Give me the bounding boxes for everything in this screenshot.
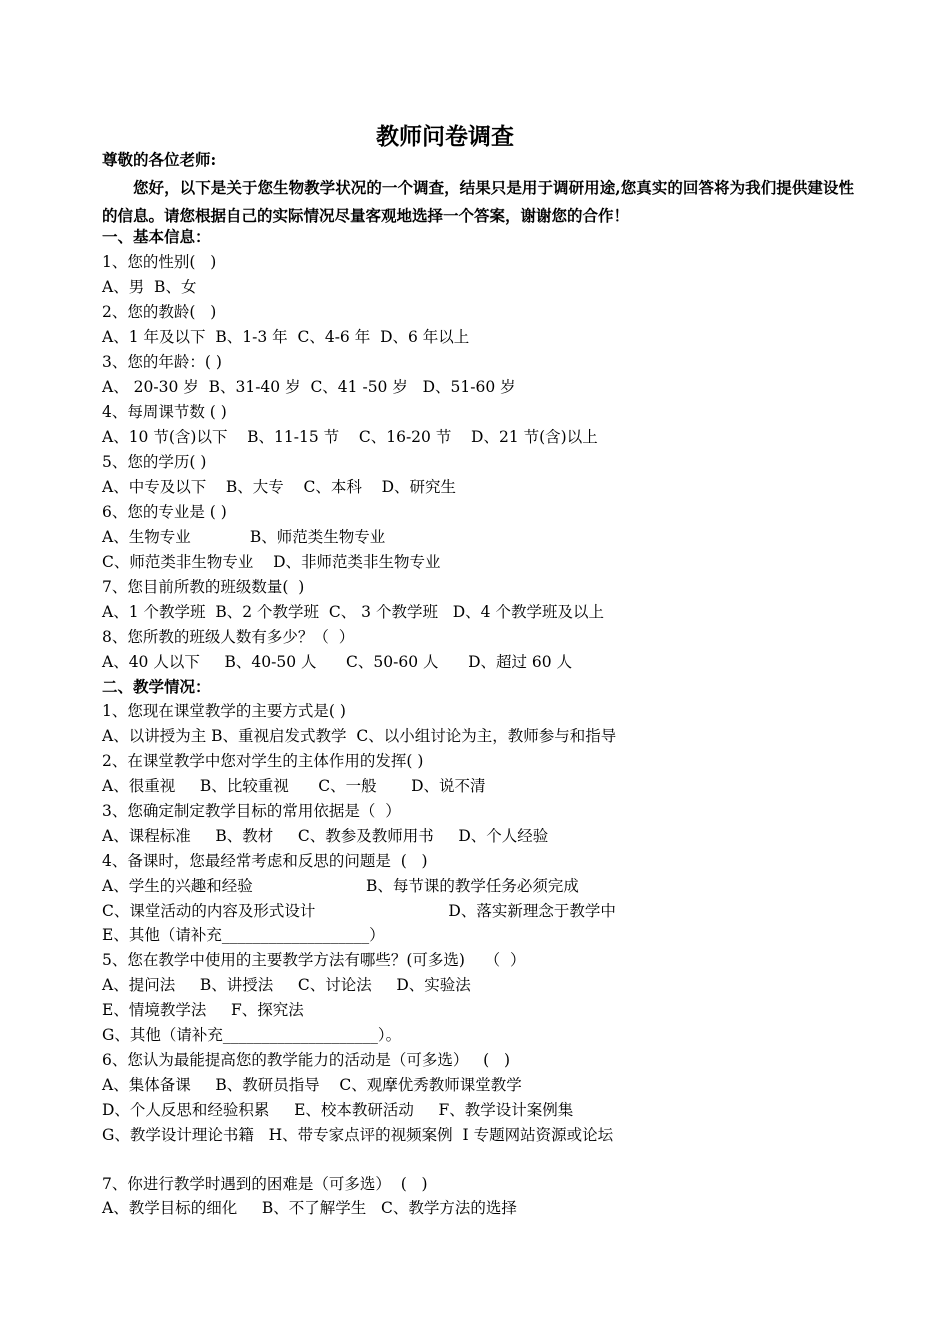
option-line-fill-in: E、其他（请补充___________________） xyxy=(102,926,385,944)
option-line: G、教学设计理论书籍 H、带专家点评的视频案例 I 专题网站资源或论坛 xyxy=(102,1126,614,1144)
intro-paragraph: 您好，以下是关于您生物教学状况的一个调查，结果只是用于调研用途,您真实的回答将为我们提供建设性的信息。请您根据自己的实际情况尽量客观地选择一个答案，谢谢您的合作！ xyxy=(102,178,854,225)
question-line: 1、您现在课堂教学的主要方式是( ) xyxy=(102,702,346,720)
option-line: A、提问法 B、讲授法 C、讨论法 D、实验法 xyxy=(102,976,471,994)
question-line: 3、您的年龄：( ) xyxy=(102,353,222,371)
question-line: 5、您的学历( ) xyxy=(102,453,207,471)
option-line: A、生物专业 B、师范类生物专业 xyxy=(102,528,386,546)
option-line: A、 20-30 岁 B、31-40 岁 C、41 -50 岁 D、51-60 岁 xyxy=(102,378,516,396)
question-line: 1、您的性别( ) xyxy=(102,253,217,271)
question-line: 6、您的专业是 ( ) xyxy=(102,503,227,521)
question-line: 6、您认为最能提高您的教学能力的活动是（可多选） ( ) xyxy=(102,1051,511,1069)
question-line: 7、你进行教学时遇到的困难是（可多选） ( ) xyxy=(102,1175,428,1193)
option-line: C、课堂活动的内容及形式设计 D、落实新理念于教学中 xyxy=(102,902,616,920)
question-line: 4、备课时，您最经常考虑和反思的问题是 ( ) xyxy=(102,852,428,870)
option-line: A、以讲授为主 B、重视启发式教学 C、以小组讨论为主，教师参与和指导 xyxy=(102,727,617,745)
option-line: A、教学目标的细化 B、不了解学生 C、教学方法的选择 xyxy=(102,1199,517,1217)
option-line: A、1 年及以下 B、1-3 年 C、4-6 年 D、6 年以上 xyxy=(102,328,470,346)
greeting: 尊敬的各位老师: xyxy=(102,150,217,169)
question-line: 8、您所教的班级人数有多少？（ ） xyxy=(102,628,355,646)
section-heading-teaching: 二、教学情况： xyxy=(102,677,211,696)
question-line: 2、在课堂教学中您对学生的主体作用的发挥( ) xyxy=(102,752,424,770)
option-line: A、10 节(含)以下 B、11-15 节 C、16-20 节 D、21 节(含)以上 xyxy=(102,428,598,446)
section-heading-basic-info: 一、基本信息： xyxy=(102,227,211,246)
option-line: A、40 人以下 B、40-50 人 C、50-60 人 D、超过 60 人 xyxy=(102,653,573,671)
option-line: A、中专及以下 B、大专 C、本科 D、研究生 xyxy=(102,478,456,496)
option-line: A、学生的兴趣和经验 B、每节课的教学任务必须完成 xyxy=(102,877,579,895)
question-line: 2、您的教龄( ) xyxy=(102,303,217,321)
option-line: A、课程标准 B、教材 C、教参及教师用书 D、个人经验 xyxy=(102,827,549,845)
page-title: 教师问卷调查 xyxy=(376,123,514,150)
question-line: 4、每周课节数 ( ) xyxy=(102,403,227,421)
question-line: 7、您目前所教的班级数量( ) xyxy=(102,578,305,596)
option-line: E、情境教学法 F、探究法 xyxy=(102,1001,304,1019)
option-line: A、集体备课 B、教研员指导 C、观摩优秀教师课堂教学 xyxy=(102,1076,522,1094)
option-line: C、师范类非生物专业 D、非师范类非生物专业 xyxy=(102,553,441,571)
option-line: A、男 B、女 xyxy=(102,278,197,296)
option-line-fill-in: G、其他（请补充____________________）。 xyxy=(102,1026,402,1044)
question-line: 3、您确定制定教学目标的常用依据是（ ） xyxy=(102,802,401,820)
option-line: A、1 个教学班 B、2 个教学班 C、 3 个教学班 D、4 个教学班及以上 xyxy=(102,603,604,621)
question-line: 5、您在教学中使用的主要教学方法有哪些？(可多选) （ ） xyxy=(102,951,526,969)
option-line: A、很重视 B、比较重视 C、一般 D、说不清 xyxy=(102,777,486,795)
option-line: D、个人反思和经验积累 E、校本教研活动 F、教学设计案例集 xyxy=(102,1101,574,1119)
